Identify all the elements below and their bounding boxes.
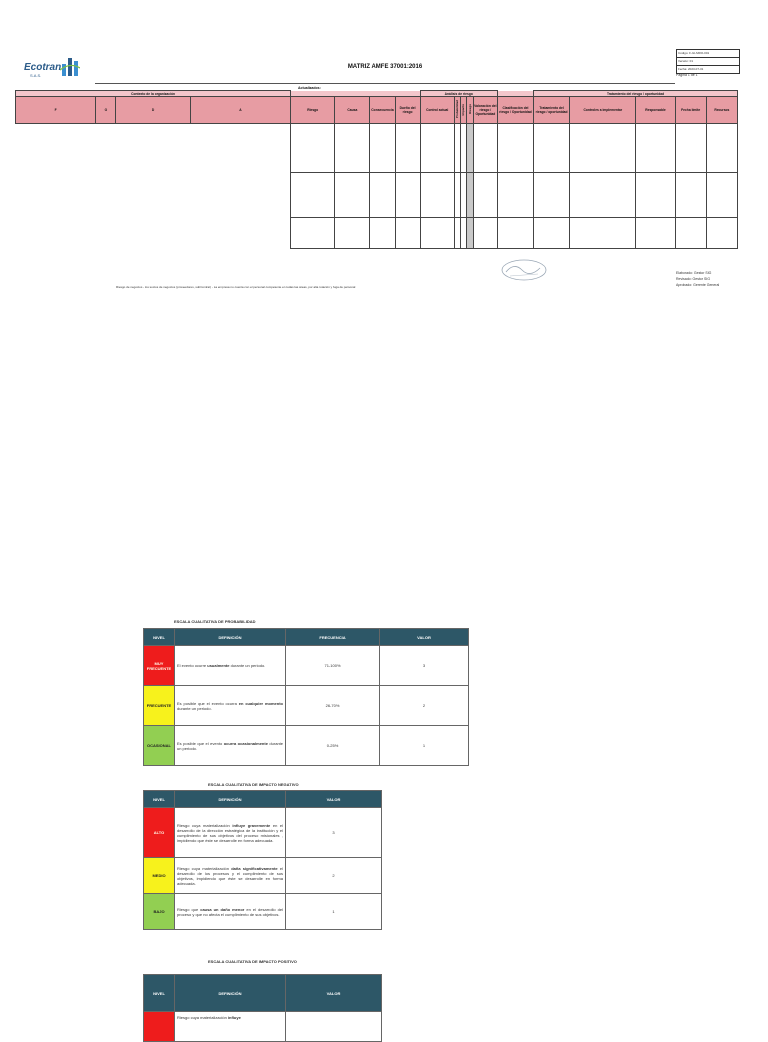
table-row [144,646,469,686]
level-cell: ALTO [144,808,175,858]
frequency-cell: 71-100% [286,646,380,686]
aprobado-label: Aprobado: Gerente General [676,283,720,287]
group-analysis-header: Análisis de riesgo [420,91,497,97]
value-cell: 2 [380,686,469,726]
col-d: D [116,97,190,124]
col-probabilidad: Probabilidad [454,97,460,124]
logo-icon [60,56,80,76]
header-divider [95,83,675,84]
document-title: MATRIZ AMFE 37001:2016 [347,64,423,70]
header-valor: VALOR [380,629,469,646]
table-row [144,686,469,726]
col-control: Control actual [420,97,454,124]
definition-cell: Es posible que el evento ocurra ocasionalmente durante un periodo. [175,726,286,766]
header-definicion: DEFINICIÓN [175,791,286,808]
definition-cell: Riesgo cuya materialización daña significativamente el desarrollo de los procesos y el cumplimiento de sus objetivos, impidiendo que éste se desarrolle en forma adecuada. [175,858,286,894]
col-recursos: Recursos [706,97,737,124]
logo-text: Ecotran [24,62,62,73]
positive-impact-scale-title: ESCALA CUALITATIVA DE IMPACTO POSITIVO [208,959,297,964]
table-row [144,894,382,930]
value-cell: 1 [286,894,382,930]
group-treatment-header: Tratamiento del riesgo / oportunidad [534,91,738,97]
table-row [144,858,382,894]
probability-scale-table [143,628,469,766]
col-consecuencia: Consecuencia [370,97,395,124]
company-stamp [500,258,548,282]
logo-sub: S.A.S. [30,73,42,78]
col-causa: Causa [335,97,370,124]
updated-label: Actualizados: [298,86,321,90]
col-f: F [16,97,96,124]
col-valoracion: Valoración del riesgo / Oportunidad [473,97,497,124]
definition-cell: Riesgo que causa un daño menor en el desarrollo del proceso y que no afecta el cumplimiento de sus objetivos. [175,894,286,930]
col-fecha: Fecha límite [675,97,706,124]
approval-signatures [676,270,719,288]
header-nivel: NIVEL [144,791,175,808]
positive-impact-scale-table [143,974,382,1042]
table-row [144,1012,382,1042]
meta-date: Fecha: 2023-07-31 [678,67,704,71]
level-cell: FRECUENTE [144,686,175,726]
col-impacto: Impacto [460,97,466,124]
meta-code: Código: F-GI-MRO-001 [677,50,739,58]
col-a: A [190,97,290,124]
header-nivel: NIVEL [144,629,175,646]
header-nivel: NIVEL [144,975,175,1012]
elaborado-label: Elaborado: Gestor SIG [676,271,712,275]
definition-cell: Riesgo cuya materialización influye [175,1012,286,1042]
value-cell: 3 [380,646,469,686]
meta-version: Versión: 01 [677,58,739,66]
header-valor: VALOR [286,791,382,808]
header-valor: VALOR [286,975,382,1012]
level-cell: MUY FRECUENTE [144,646,175,686]
footnote: Riesgo de negocios - los socios de negocios (proveedores, subContrat) - La empresa no cuenta con el personal competente en todas las áreas, por alta rotación y fuga de personal [116,285,356,289]
level-cell: MEDIO [144,858,175,894]
header-definicion: DEFINICIÓN [175,975,286,1012]
definition-cell: Riesgo cuya materialización influye gravemente en el desarrollo de la dirección estratégica de la institución y el cumplimiento de sus objetivos del proceso misionales , impidiendo que éste se desarrolle en forma adecuada. [175,808,286,858]
col-controles: Controles a implementar [570,97,636,124]
probability-scale-title: ESCALA CUALITATIVA DE PROBABILIDAD [174,619,256,624]
value-cell [286,1012,382,1042]
level-cell: OCASIONAL [144,726,175,766]
col-responsable: Responsable [636,97,675,124]
group-context-header: Contexto de la organización [16,91,291,97]
table-row [16,124,738,173]
value-cell: 3 [286,808,382,858]
col-clasificacion: Clasificación del riesgo / Oportunidad [497,97,533,124]
document-meta-box [676,49,740,74]
col-riesgo-valor: Riesgo [466,97,473,124]
level-cell: BAJO [144,894,175,930]
col-duenio: Dueño del riesgo [395,97,420,124]
header-frecuencia: FRECUENCIA [286,629,380,646]
col-o: O [96,97,116,124]
company-logo [22,54,82,78]
value-cell: 2 [286,858,382,894]
frequency-cell: 0-25% [286,726,380,766]
frequency-cell: 26-70% [286,686,380,726]
negative-impact-scale-table [143,790,382,930]
col-riesgo: Riesgo [291,97,335,124]
amfe-matrix-table [15,90,738,249]
table-row [144,726,469,766]
value-cell: 1 [380,726,469,766]
negative-impact-scale-title: ESCALA CUALITATIVA DE IMPACTO NEGATIVO [208,782,299,787]
header-definicion: DEFINICIÓN [175,629,286,646]
definition-cell: Es posible que el evento ocurra en cualquier momento durante un periodo. [175,686,286,726]
level-cell [144,1012,175,1042]
col-tratamiento: Tratamiento del riesgo / oportunidad [534,97,570,124]
page-number: Página 1 de 1 [676,73,698,77]
definition-cell: El evento ocurre usualmente durante un periodo. [175,646,286,686]
table-row [144,808,382,858]
revisado-label: Revisado: Gestor SIG [676,277,711,281]
